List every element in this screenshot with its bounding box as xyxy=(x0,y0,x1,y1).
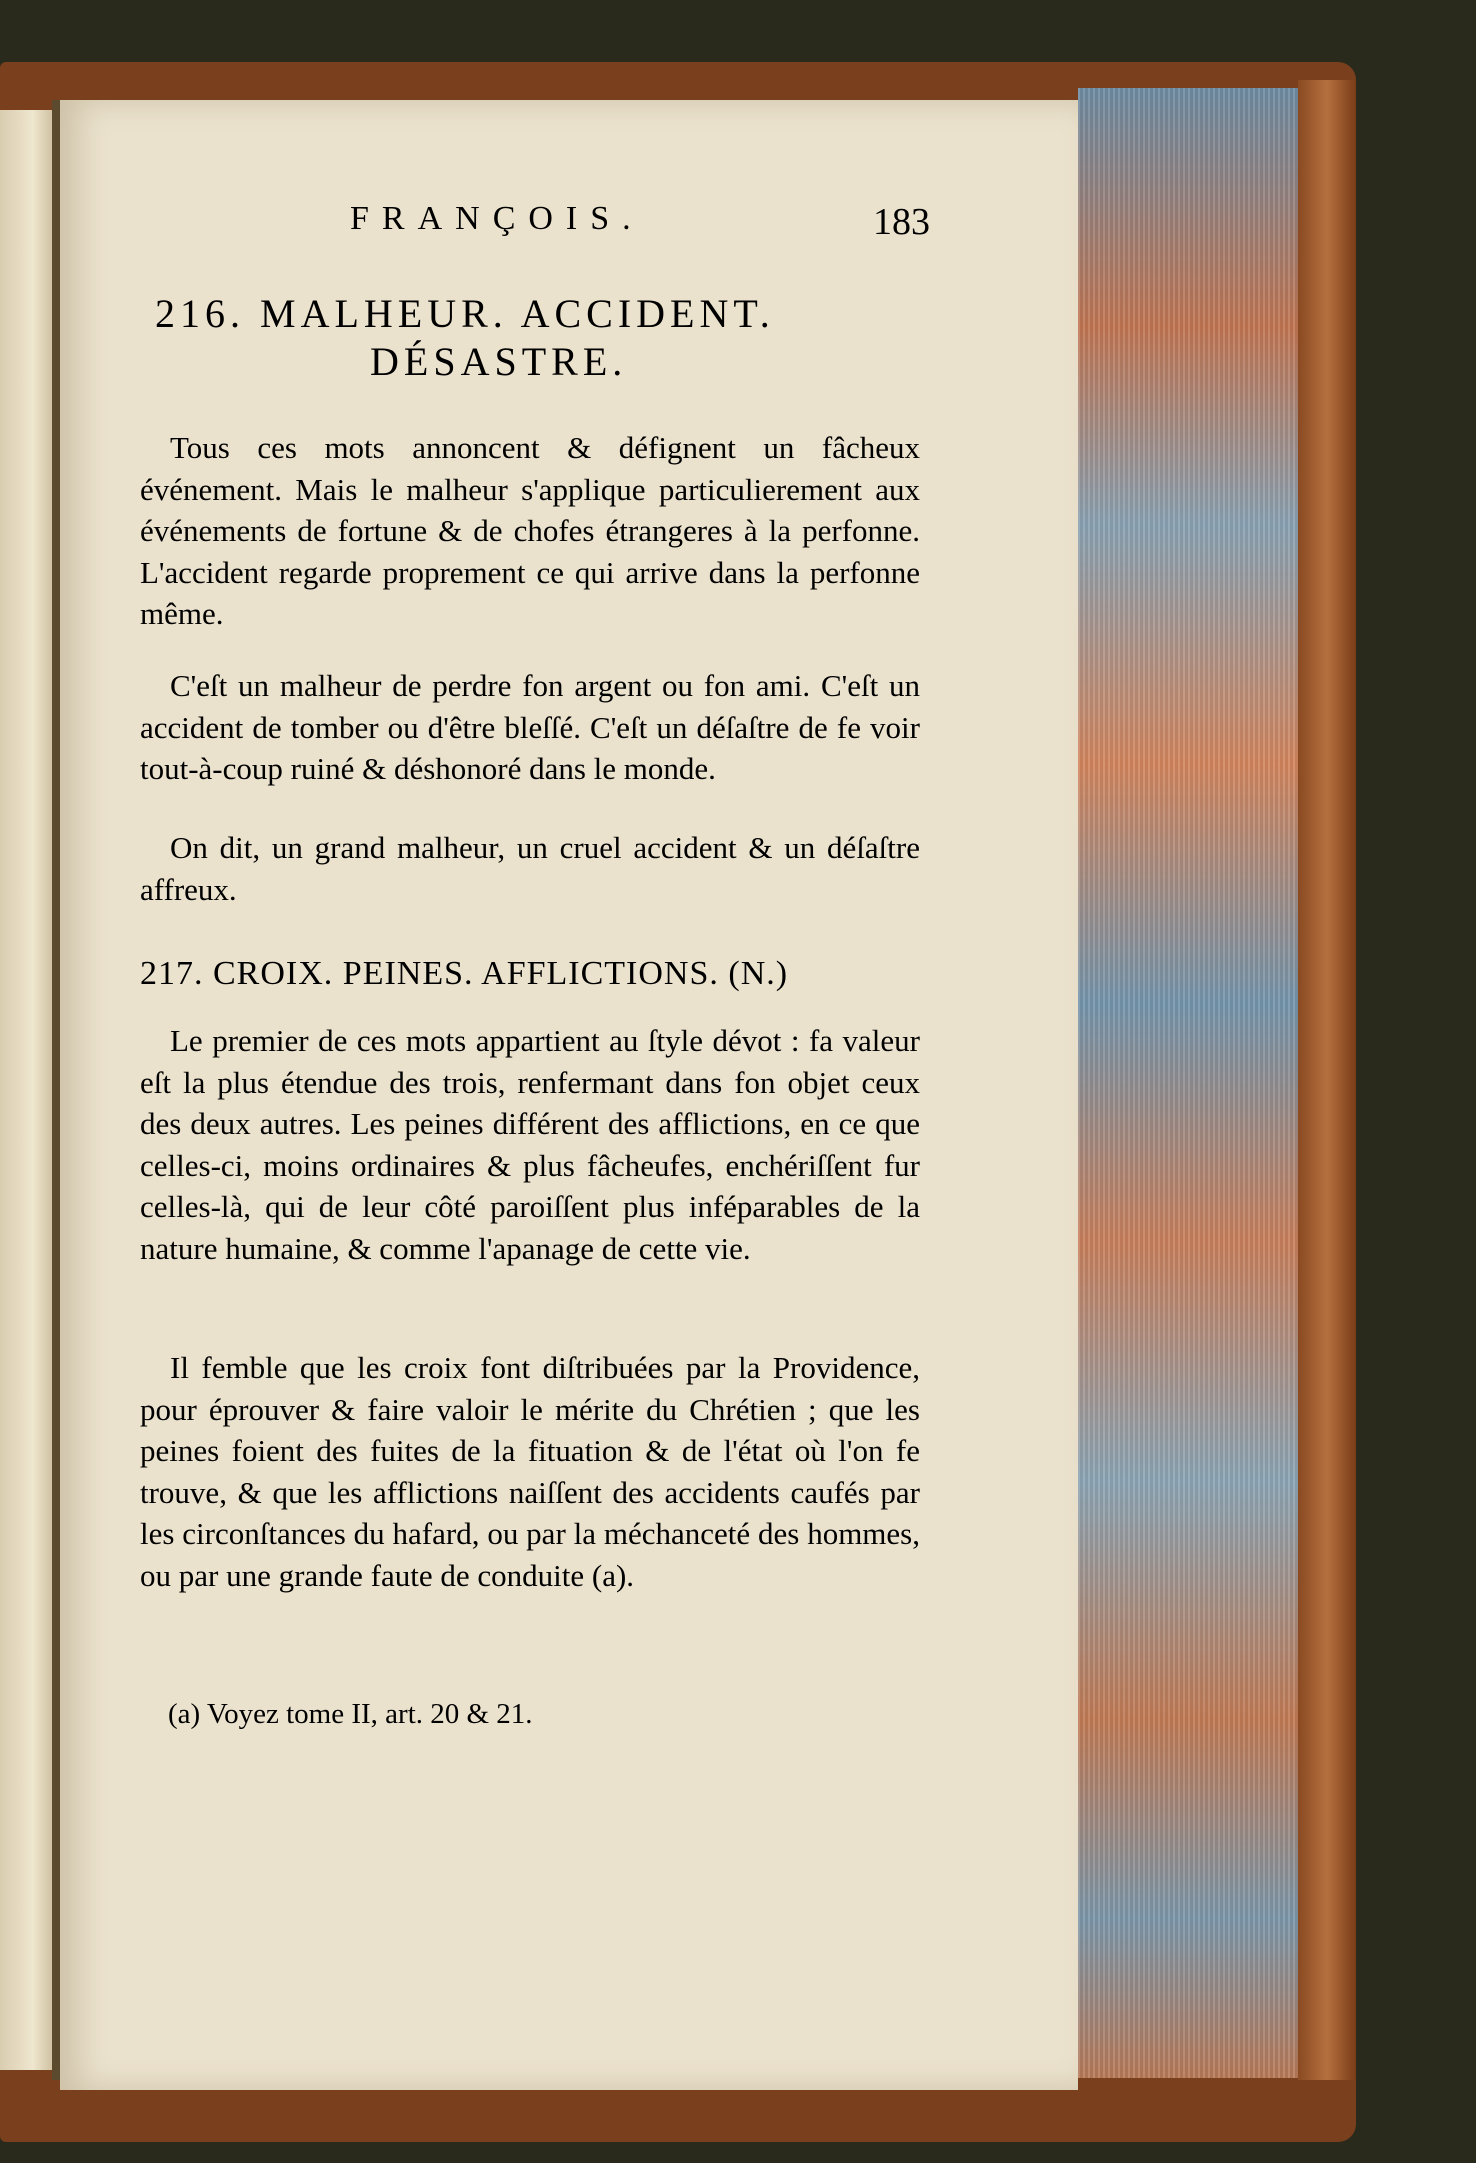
paragraph: Tous ces mots annoncent & défignent un fâcheux événement. Mais le malheur s'applique particulierement aux événements de fortune & de chofes étrangeres à la perfonne. L'accident regarde proprement ce qui arrive dans la perfonne même. xyxy=(140,430,920,631)
paragraph: On dit, un grand malheur, un cruel accident & un déſaſtre affreux. xyxy=(140,830,920,907)
book-gutter xyxy=(52,100,60,2080)
article-heading-216-cont: DÉSASTRE. xyxy=(370,339,628,384)
article-heading-217: 217. CROIX. PEINES. AFFLICTIONS. (N.) xyxy=(140,955,789,992)
paragraph: Le premier de ces mots appartient au ſtyle dévot : fa valeur eſt la plus étendue des trois, renfermant dans fon objet ceux des deux autres. Les peines différent des afflictions, en ce que celles-ci, moins ordinaires & plus fâcheufes, enchériſſent fur celles-là, qui de leur côté paroiſſent plus inféparables de la nature humaine, & comme l'apanage de cette vie. xyxy=(140,1023,920,1266)
footnote: (a) Voyez tome II, art. 20 & 21. xyxy=(168,1698,533,1730)
marbled-page-edges xyxy=(1078,88,1298,2078)
paragraph: C'eſt un malheur de perdre fon argent ou fon ami. C'eſt un accident de tomber ou d'être bleſſé. C'eſt un déſaſtre de fe voir tout-à-coup ruiné & déshonoré dans le monde. xyxy=(140,668,920,786)
running-head xyxy=(200,200,930,250)
cover-edge xyxy=(1298,80,1356,2080)
running-title: FRANÇOIS. xyxy=(350,200,644,237)
article-heading-216: 216. MALHEUR. ACCIDENT. xyxy=(155,291,775,336)
page-number: 183 xyxy=(873,201,930,243)
paragraph: Il femble que les croix font diſtribuées par la Providence, pour éprouver & faire valoir le mérite du Chrétien ; que les peines foient des fuites de la fituation & de l'état où l'on fe trouve, & que les afflictions naiſſent des accidents caufés par les circonſtances du hafard, ou par la méchanceté des hommes, ou par une grande faute de conduite (a). xyxy=(140,1350,920,1593)
left-page-edge xyxy=(0,110,55,2070)
